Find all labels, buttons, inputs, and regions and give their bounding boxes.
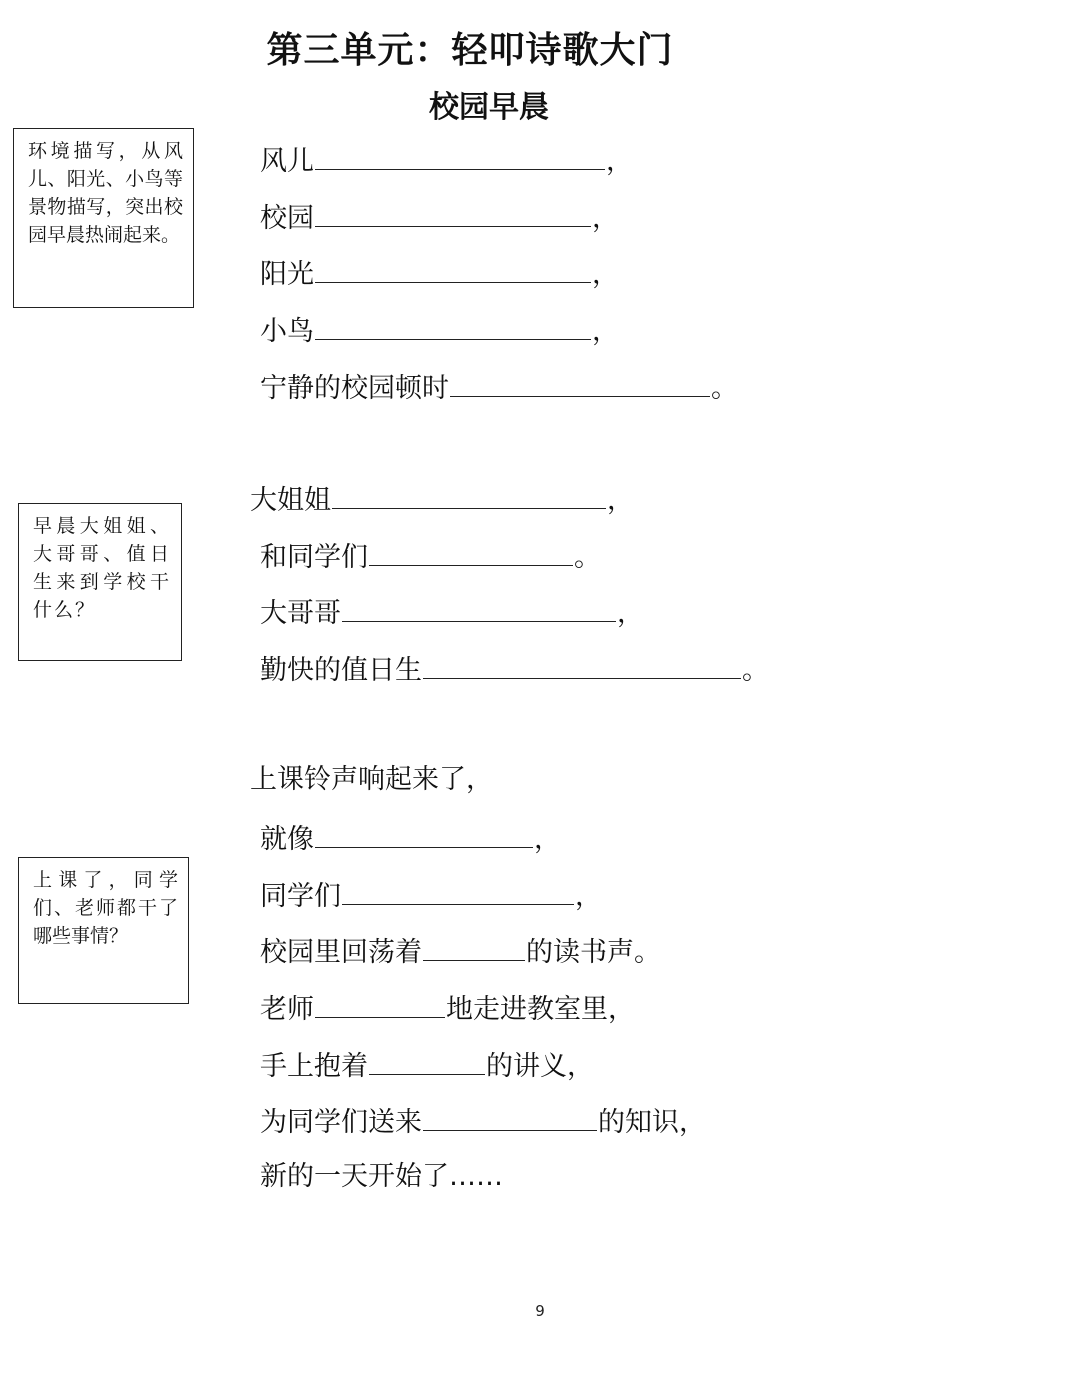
line-prompt: 宁静的校园顿时 [260, 373, 449, 404]
line-end: ， [607, 485, 634, 516]
fill-line [260, 537, 601, 576]
fill-line [260, 932, 661, 971]
note-box-environment [13, 128, 194, 308]
closing-line [260, 1159, 503, 1195]
answer-blank[interactable] [315, 819, 533, 848]
answer-blank[interactable] [369, 537, 573, 566]
fill-line [260, 198, 619, 237]
answer-blank[interactable] [450, 368, 710, 397]
fill-line [260, 311, 619, 350]
note-box-morning-people [18, 503, 182, 661]
line-end: 。 [574, 542, 601, 573]
fill-line [260, 876, 602, 915]
fill-line [250, 480, 634, 519]
line-end: 的读书声。 [526, 937, 661, 968]
answer-blank[interactable] [315, 198, 591, 227]
line-text: 上课铃声响起来了， [250, 764, 493, 795]
answer-blank[interactable] [423, 932, 525, 961]
section-intro [250, 762, 493, 798]
line-end: ， [606, 146, 633, 177]
line-prompt: 为同学们送来 [260, 1107, 422, 1138]
fill-line [260, 1046, 594, 1085]
poem-title: 校园早晨 [429, 90, 549, 125]
line-prompt: 大哥哥 [260, 598, 341, 629]
note-box-class-time [18, 857, 189, 1004]
line-prompt: 勤快的值日生 [260, 655, 422, 686]
answer-blank[interactable] [423, 1102, 597, 1131]
line-prompt: 小鸟 [260, 316, 314, 347]
line-end: 的讲义， [486, 1051, 594, 1082]
line-end: ， [617, 598, 644, 629]
note-text: 上课了，同学们、老师都干了哪些事情？ [33, 869, 178, 947]
line-prompt: 大姐姐 [250, 485, 331, 516]
fill-line [260, 1102, 706, 1141]
fill-line [260, 254, 619, 293]
answer-blank[interactable] [332, 480, 606, 509]
line-end: ， [592, 259, 619, 290]
fill-line [260, 141, 633, 180]
page-number: 9 [535, 1302, 545, 1320]
fill-line [260, 650, 769, 689]
answer-blank[interactable] [315, 989, 445, 1018]
line-end: ， [592, 316, 619, 347]
line-end: 的知识， [598, 1107, 706, 1138]
answer-blank[interactable] [423, 650, 741, 679]
line-prompt: 校园 [260, 203, 314, 234]
answer-blank[interactable] [369, 1046, 485, 1075]
fill-line [260, 819, 561, 858]
fill-line [260, 989, 635, 1028]
line-prompt: 风儿 [260, 146, 314, 177]
line-prompt: 和同学们 [260, 542, 368, 573]
line-prompt: 同学们 [260, 881, 341, 912]
note-text: 早晨大姐姐、大哥哥、值日生来到学校干什么？ [33, 515, 171, 621]
line-end: ， [575, 881, 602, 912]
answer-blank[interactable] [342, 876, 574, 905]
line-end: 地走进教室里， [446, 994, 635, 1025]
line-end: ， [534, 824, 561, 855]
fill-line [260, 368, 738, 407]
line-prompt: 阳光 [260, 259, 314, 290]
line-text: 新的一天开始了…… [260, 1161, 503, 1192]
note-text: 环境描写，从风儿、阳光、小鸟等景物描写，突出校园早晨热闹起来。 [28, 140, 183, 246]
answer-blank[interactable] [315, 311, 591, 340]
line-end: 。 [711, 373, 738, 404]
line-end: ， [592, 203, 619, 234]
line-end: 。 [742, 655, 769, 686]
fill-line [260, 593, 644, 632]
line-prompt: 手上抱着 [260, 1051, 368, 1082]
answer-blank[interactable] [342, 593, 616, 622]
line-prompt: 老师 [260, 994, 314, 1025]
page-title: 第三单元：轻叩诗歌大门 [266, 30, 674, 71]
line-prompt: 校园里回荡着 [260, 937, 422, 968]
answer-blank[interactable] [315, 254, 591, 283]
line-prompt: 就像 [260, 824, 314, 855]
answer-blank[interactable] [315, 141, 605, 170]
